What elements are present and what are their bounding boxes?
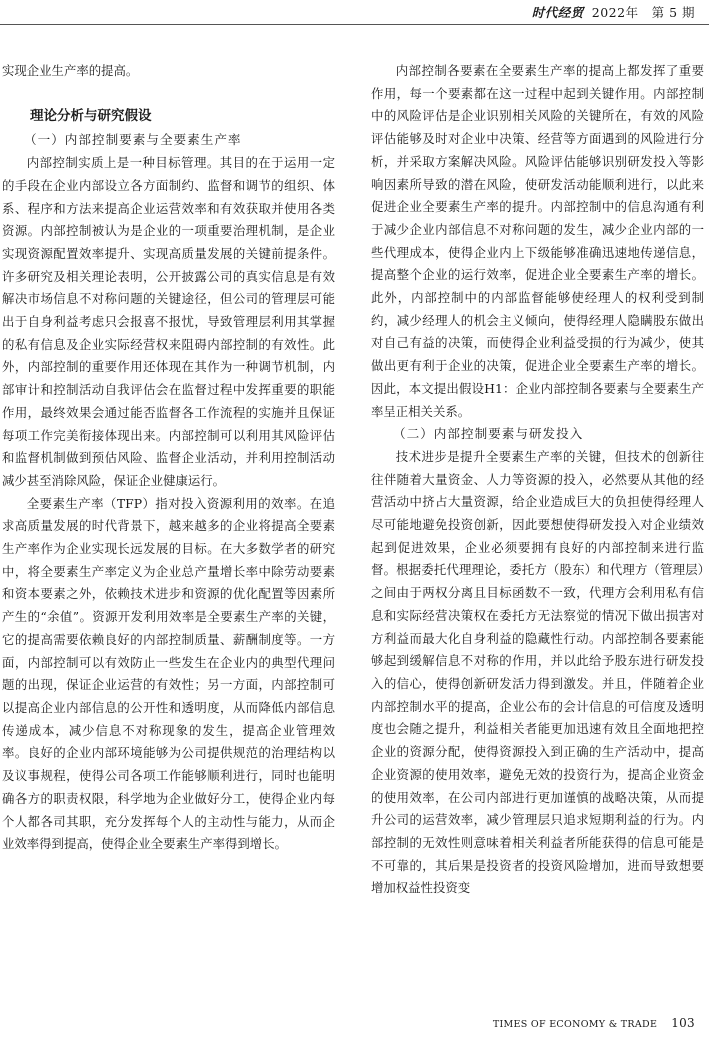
header-rule xyxy=(0,24,709,25)
section-title: 理论分析与研究假设 xyxy=(30,107,152,124)
page-header xyxy=(0,0,709,30)
page-footer xyxy=(493,1016,695,1030)
issue-label: 2022年 第 5 期 xyxy=(591,5,695,20)
body-paragraph: 全要素生产率（TFP）指对投入资源利用的效率。在追求高质量发展的时代背景下，越来越多的企业将提高全要素生产率作为企业实现长远发展的目标。在大多数学者的研究中，将全要素生产率定义为企业总产量增长率中除劳动要素和资本要素之外，依赖技术进步和资源的优化配置等因素所产生的“余值”。资源开发利用效率是全要素生产率的关键，它的提高需要依赖良好的内部控制质量、薪酬制度等。一方面，内部控制可以有效防止一些发生在企业内的典型代理问题的出现，保证企业运营的有效性；另一方面，内部控制可以提高企业内部信息的公开性和透明度，从而降低内部信息传递成本，减少信息不对称现象的发生，提高企业管理效率。良好的企业内部环境能够为公司提供规范的治理结构以及议事规程，使得公司各项工作能够顺利进行，同时也能明确各方的职责权限，科学地为企业做好分工，使得企业内每个人都各司其职，充分发挥每个人的主动性与能力，从而企业效率得到提高，使得企业全要素生产率得到增长。 xyxy=(2,495,335,852)
subsection-title-2: （二）内部控制要素与研发投入 xyxy=(393,426,584,442)
journal-brand: 时代经贸 xyxy=(531,5,584,20)
right-column xyxy=(371,60,704,900)
body-paragraph: 内部控制实质上是一种目标管理。其目的在于运用一定的手段在企业内部设立各方面制约、监督和调节的组织、体系、程序和方法来提高企业运营效率和有效获取并使用各类资源。内部控制被认为是企业的一项重要治理机制，是企业实现资源配置效率提升、实现高质量发展的关键前提条件。许多研究及相关理论表明，公开披露公司的真实信息是有效解决市场信息不对称问题的关键途径，但公司的管理层可能出于自身利益考虑只会报喜不报忧，导致管理层利用其掌握的私有信息及企业实际经营权来阻碍内部控制的有效性。此外，内部控制的重要作用还体现在其作为一种调节机制，内部审计和控制活动自我评估会在监督过程中发挥重要的职能作用，最终效果会通过能否监督各工作流程的实施并且保证每项工作完美衔接体现出来。内部控制可以利用其风险评估和监督机制做到预估风险、监督企业活动，并利用控制活动减少甚至消除风险，保证企业健康运行。 xyxy=(2,155,335,488)
left-column xyxy=(2,60,335,856)
subsection-title-1: （一）内部控制要素与全要素生产率 xyxy=(24,132,242,148)
running-header xyxy=(532,3,695,21)
body-paragraph: 内部控制各要素在全要素生产率的提高上都发挥了重要作用，每一个要素都在这一过程中起到关键作用。内部控制中的风险评估是企业识别相关风险的关键所在，有效的风险评估能够及时对企业中决策、经营等方面遇到的风险进行分析，并采取方案解决风险。风险评估能够识别研发投入等影响因素所导致的潜在风险，使研发活动能顺利进行，以此来促进企业全要素生产率的提升。内部控制中的信息沟通有利于减少企业内部信息不对称问题的发生，减少企业内部的一些代理成本，使得企业内上下级能够准确迅速地传递信息，提高整个企业的运行效率，促进企业全要素生产率的增长。此外，内部控制中的内部监督能够使经理人的权利受到制约，减少经理人的机会主义倾向，使得经理人隐瞒股东做出对自己有益的决策，而使得企业利益受损的行为减少，使其做出更有利于企业的决策，促进企业全要素生产率的增长。因此，本文提出假设H1：企业内部控制各要素与全要素生产率呈正相关关系。 xyxy=(371,63,704,419)
page-number: 103 xyxy=(671,1016,695,1030)
body-paragraph: 技术进步是提升全要素生产率的关键，但技术的创新往往伴随着大量资金、人力等资源的投入，必然要从其他的经营活动中挤占大量资源，给企业造成巨大的负担使得经理人尽可能地避免投资创新，因此要想使得研发投入对企业绩效起到促进效果，企业必须要拥有良好的内部控制来进行监督。根据委托代理理论，委托方（股东）和代理方（管理层）之间由于两权分离且目标函数不一致，代理方会利用私有信息和实际经营决策权在委托方无法察觉的情况下做出损害对方利益而最大化自身利益的隐藏性行动。内部控制各要素能够起到缓解信息不对称的作用，并以此给予股东进行研发投入的信心，使得创新研发活力得到激发。并且，伴随着企业内部控制水平的提高，企业公布的会计信息的可信度及透明度也会随之提升，利益相关者能更加迅速有效且全面地把控企业的资源分配，使得资源投入到正确的生产活动中，提高企业资源的使用效率，避免无效的投资行为，提高企业资金的使用效率，在公司内部进行更加谨慎的战略决策，从而提升公司的运营效率，减少管理层只追求短期利益的行为。内部控制的无效性则意味着相关利益者所能获得的信息可能是不可靠的，其后果是投资者的投资风险增加，进而导致想要增加权益性投资变 xyxy=(371,448,704,896)
journal-name-footer: TIMES OF ECONOMY & TRADE xyxy=(492,1019,658,1030)
continued-paragraph: 实现企业生产率的提高。 xyxy=(2,63,139,78)
